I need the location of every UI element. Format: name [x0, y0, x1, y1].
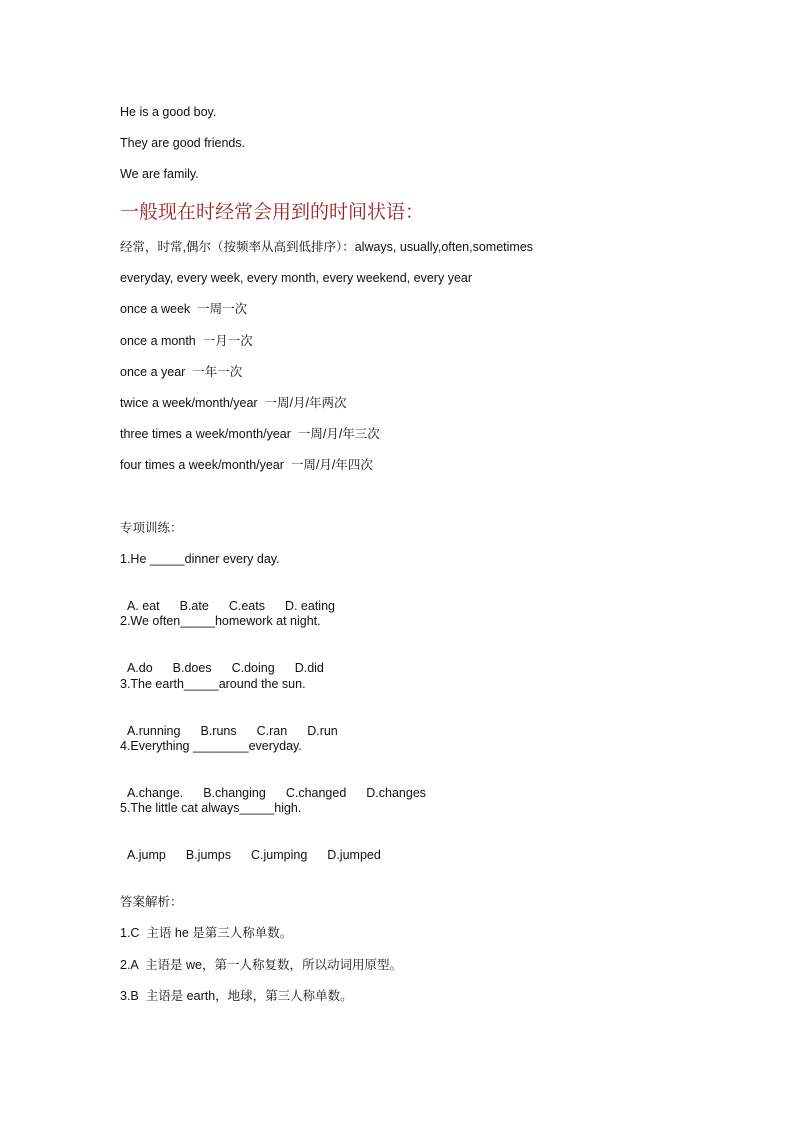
- option: B.runs: [200, 724, 237, 738]
- option: A. eat: [126, 599, 160, 613]
- option: A.running: [126, 724, 181, 738]
- adverb-line: 经常，时常,偶尔（按频率从高到低排序）：always, usually,often,sometimes: [120, 240, 534, 254]
- option: A.jump: [126, 848, 166, 862]
- option: D.did: [294, 661, 324, 675]
- adverb-line: three times a week/month/year 一周/月/年三次: [120, 427, 380, 441]
- question: 3.The earth_____around the sun.: [120, 677, 306, 691]
- question: 2.We often_____homework at night.: [120, 614, 321, 628]
- option: C.changed: [285, 786, 347, 800]
- adverb-line: once a year 一年一次: [120, 365, 243, 379]
- intro-line: We are family.: [120, 167, 199, 181]
- adverb-line: four times a week/month/year 一周/月/年四次: [120, 458, 373, 472]
- question-options: [120, 582, 355, 614]
- option: B.does: [172, 661, 212, 675]
- answer-line: 3.B 主语是 earth，地球，第三人称单数。: [120, 989, 353, 1003]
- adverb-line: twice a week/month/year 一周/月/年两次: [120, 396, 347, 410]
- adverb-line: everyday, every week, every month, every weekend, every year: [120, 271, 473, 285]
- option: D.run: [307, 724, 338, 738]
- practice-title: 专项训练：: [120, 521, 183, 535]
- question: 4.Everything ________everyday.: [120, 739, 302, 753]
- question-options: [120, 644, 344, 676]
- question-options: [120, 769, 446, 801]
- option: B.ate: [179, 599, 209, 613]
- question: 5.The little cat always_____high.: [120, 801, 302, 815]
- option: B.changing: [203, 786, 266, 800]
- answer-line: 1.C 主语 he 是第三人称单数。: [120, 926, 293, 940]
- option: C.eats: [228, 599, 265, 613]
- option: B.jumps: [185, 848, 232, 862]
- option: D.jumped: [327, 848, 381, 862]
- intro-line: He is a good boy.: [120, 105, 217, 119]
- question: 1.He _____dinner every day.: [120, 552, 280, 566]
- option: C.ran: [256, 724, 288, 738]
- section-heading: 一般现在时经常会用到的时间状语：: [120, 201, 425, 223]
- question-options: [120, 707, 358, 739]
- option: C.jumping: [251, 848, 308, 862]
- answer-line: 2.A 主语是 we，第一人称复数，所以动词用原型。: [120, 958, 402, 972]
- adverb-line: once a month 一月一次: [120, 334, 253, 348]
- option: D. eating: [284, 599, 335, 613]
- option: A.change.: [126, 786, 184, 800]
- answers-title: 答案解析：: [120, 895, 183, 909]
- option: C.doing: [231, 661, 275, 675]
- adverb-line: once a week 一周一次: [120, 302, 248, 316]
- question-options: [120, 831, 401, 863]
- option: A.do: [126, 661, 153, 675]
- intro-line: They are good friends.: [120, 136, 246, 150]
- option: D.changes: [366, 786, 427, 800]
